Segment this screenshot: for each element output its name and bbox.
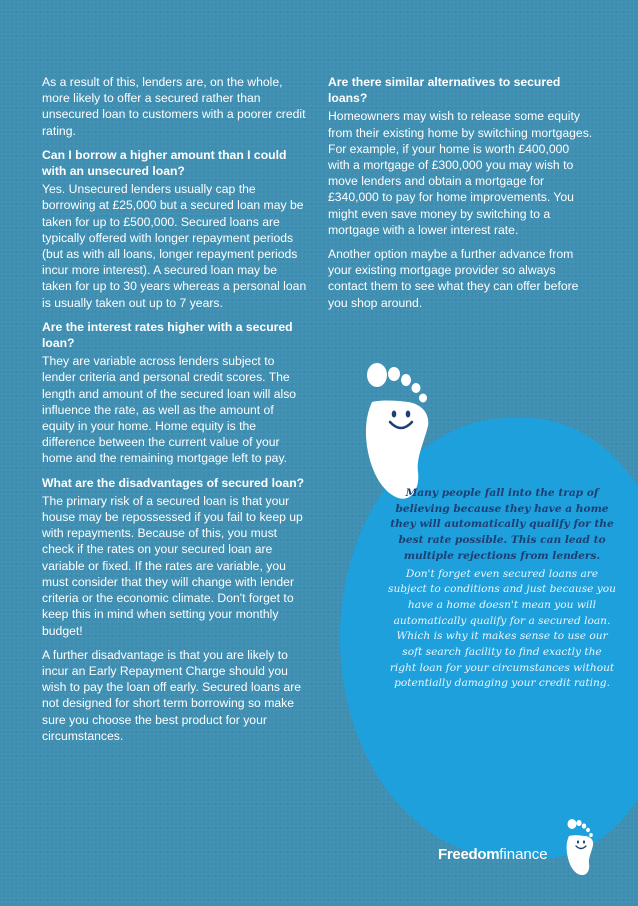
paragraph-further-advance: Another option maybe a further advance from your existing mortgage provider so always contact them to see what they can offer before you shop around.: [328, 247, 579, 310]
heading-disadvantages: What are the disadvantages of secured loan?: [42, 475, 305, 490]
paragraph-disadvantages: The primary risk of a secured loan is that your house may be repossessed if you fail to keep up with repayments. Because of this, you must check if the rates on your secured loan are variable or fixed. If the rates are variable, you must consider that they will change with lender criteria or the economic climate. Don't forget to keep this in mind when setting your monthly budget!: [42, 493, 303, 638]
paragraph-alternatives: Homeowners may wish to release some equity from their existing home by switching mortgages. For example, if your home is worth £400,000 with a mortgage of £300,000 you may wish to move lenders and obtain a mortgage for £340,000 to pay for home improvements. You might even save money by switching to a mortgage with a lower interest rate.: [328, 109, 593, 237]
smiling-foot-icon: [358, 360, 438, 500]
foot-logo-icon: [563, 818, 597, 876]
heading-interest-rates: Are the interest rates higher with a secured loan?: [42, 319, 293, 351]
logo-brand-light: finance: [499, 846, 548, 863]
callout-bold-text: Many people fall into the trap of believing because they have a home they will automatically qualify for the best rate possible. This can lead to multiple rejections from lenders.: [390, 487, 614, 562]
paragraph-further-disadvantage: A further disadvantage is that you are likely to incur an Early Repayment Charge should you wish to pay the loan off early. Secured loans are not designed for short term borrowing so make sure you choose the best product for your circumstances.: [42, 647, 302, 743]
right-column: [328, 74, 594, 319]
callout-quote: [388, 486, 616, 692]
heading-alternatives: Are there similar alternatives to secured loans?: [328, 75, 561, 106]
paragraph-borrow-higher: Yes. Unsecured lenders usually cap the borrowing at £25,000 but a secured loan may be taken for up to £500,000. Secured loans are typically offered with longer repayment periods (but as with all loans, longer repayment periods incur more interest). A secured loan may be taken for up to 30 years whereas a personal loan is usually taken out up to 7 years.: [42, 182, 307, 310]
left-column: [42, 74, 308, 752]
logo-brand-bold: Freedom: [438, 846, 500, 863]
paragraph-interest-rates: They are variable across lenders subject to lender criteria and personal credit scores. The length and amount of the secured loan will also influence the rate, as well as the amount of equity in your home. Home equity is the difference between the current value of your home and the remaining mortgage left to pay.: [42, 354, 297, 466]
intro-paragraph: As a result of this, lenders are, on the whole, more likely to offer a secured rather than unsecured loan to customers with a poorer credit rating.: [42, 75, 306, 138]
callout-body-text: Don't forget even secured loans are subject to conditions and just because you have a home doesn't mean you will automatically qualify for a secured loan. Which is why it makes sense to use our soft search facility to find exactly the right loan for your circumstances without potentially damaging your credit rating.: [388, 567, 616, 690]
heading-borrow-higher: Can I borrow a higher amount than I could with an unsecured loan?: [42, 147, 287, 179]
freedom-finance-logo: [438, 846, 548, 863]
